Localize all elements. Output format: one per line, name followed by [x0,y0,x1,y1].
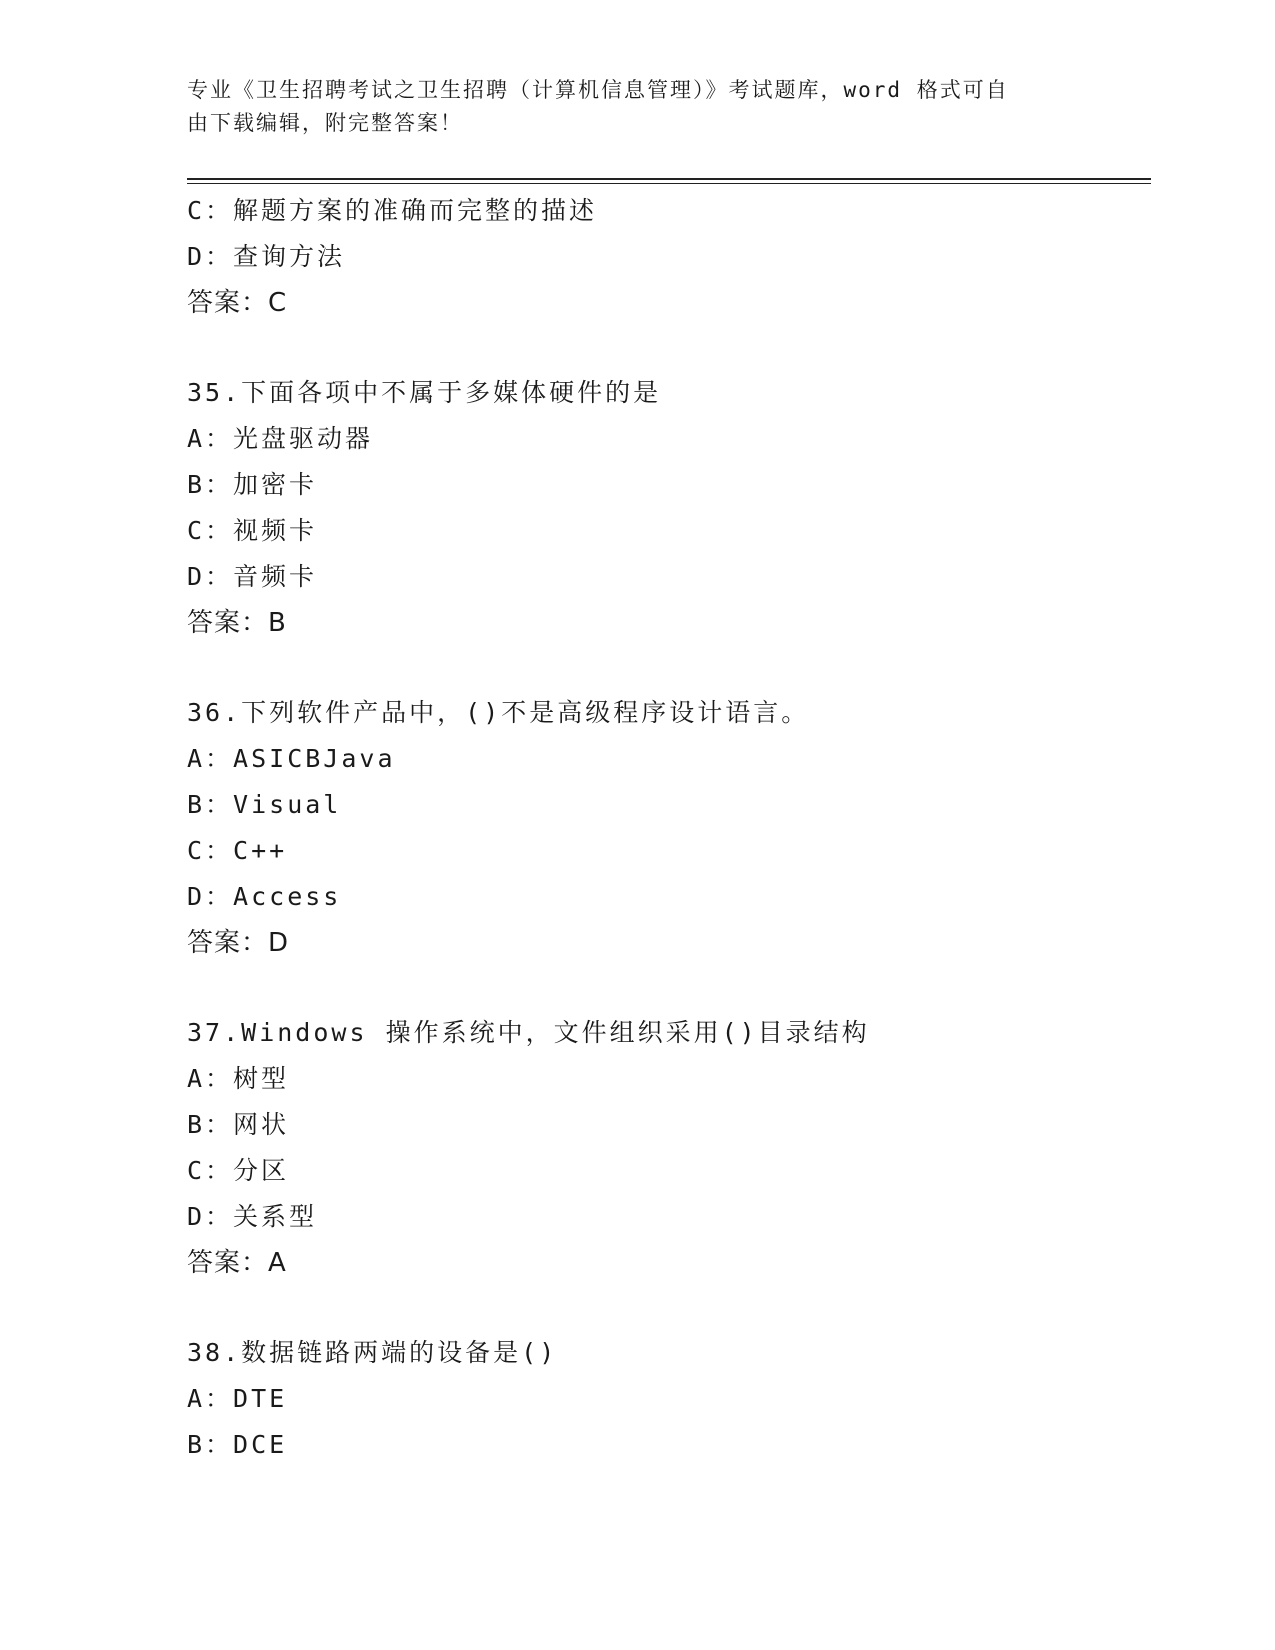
question-list [187,188,1147,1468]
option-d: D：音频卡 [187,562,318,591]
option-b: B：网状 [187,1110,290,1139]
spacer [187,326,1147,370]
question-stem: 38.数据链路两端的设备是() [187,1338,558,1367]
header-line-2: 由下载编辑，附完整答案！ [187,111,463,135]
option-b: B：Visual [187,790,342,819]
option-d: D：查询方法 [187,242,346,271]
question-35 [187,370,1147,646]
question-36 [187,690,1147,966]
question-38 [187,1330,1147,1468]
header-line-1: 专业《卫生招聘考试之卫生招聘（计算机信息管理）》考试题库，word 格式可自 [187,78,1009,102]
answer: 答案：C [187,288,288,318]
spacer [187,1286,1147,1330]
document-header [187,74,1087,140]
question-34-continued [187,188,1147,326]
option-c: C：解题方案的准确而完整的描述 [187,196,598,225]
question-stem: 35.下面各项中不属于多媒体硬件的是 [187,378,662,407]
answer: 答案：B [187,608,287,638]
option-a: A：树型 [187,1064,290,1093]
header-divider-thin [187,183,1151,184]
spacer [187,646,1147,690]
header-divider-thick [187,178,1151,180]
option-a: A：光盘驱动器 [187,424,374,453]
option-c: C：视频卡 [187,516,318,545]
option-d: D：关系型 [187,1202,318,1231]
answer: 答案：A [187,1248,287,1278]
spacer [187,966,1147,1010]
answer: 答案：D [187,928,290,958]
option-b: B：DCE [187,1430,288,1459]
question-37 [187,1010,1147,1286]
option-a: A：ASICBJava [187,744,396,773]
option-d: D：Access [187,882,342,911]
question-stem: 37.Windows 操作系统中，文件组织采用()目录结构 [187,1018,870,1047]
option-a: A：DTE [187,1384,288,1413]
option-c: C：分区 [187,1156,290,1185]
option-c: C：C++ [187,836,288,865]
question-stem: 36.下列软件产品中，()不是高级程序设计语言。 [187,698,810,727]
option-b: B：加密卡 [187,470,318,499]
